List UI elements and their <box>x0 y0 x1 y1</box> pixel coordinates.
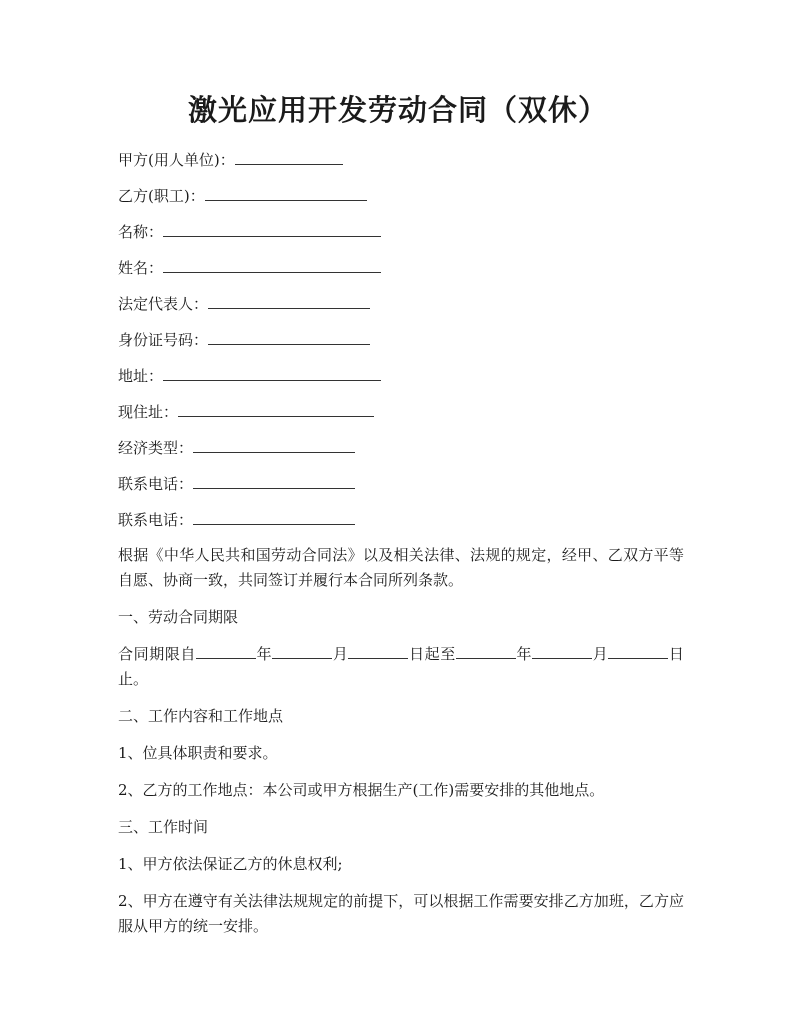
phone-label-1: 联系电话： <box>118 475 194 493</box>
legal-rep-line <box>118 291 684 327</box>
address-label: 地址： <box>118 367 164 385</box>
id-number-label: 身份证号码： <box>118 331 209 349</box>
section3-heading: 三、工作时间 <box>118 818 209 836</box>
term-end-label: 日止。 <box>118 645 684 688</box>
current-address-label: 现住址： <box>118 403 179 421</box>
address-blank <box>163 365 381 381</box>
term-start-day-blank <box>348 643 408 659</box>
phone-label-2: 联系电话： <box>118 511 194 529</box>
legal-rep-label: 法定代表人： <box>118 295 209 313</box>
phone-line-2 <box>118 507 684 543</box>
company-name-label: 名称： <box>118 223 164 241</box>
section3-item1: 1、甲方依法保证乙方的休息权利; <box>118 855 343 873</box>
section2-item1: 1、位具体职责和要求。 <box>118 744 278 762</box>
document-title: 激光应用开发劳动合同（双休） <box>187 93 608 127</box>
company-name-blank <box>163 221 381 237</box>
term-year2-label: 年 <box>515 645 533 663</box>
id-number-line <box>118 327 684 363</box>
person-name-blank <box>163 257 381 273</box>
intro-paragraph: 根据《中华人民共和国劳动合同法》以及相关法律、法规的规定，经甲、乙双方平等自愿、协商一致，共同签订并履行本合同所列条款。 <box>118 546 684 589</box>
legal-rep-blank <box>208 293 370 309</box>
term-from-label: 日起至 <box>408 645 456 663</box>
party-b-line <box>118 183 684 219</box>
address-line <box>118 363 684 399</box>
economic-type-blank <box>193 437 355 453</box>
current-address-blank <box>178 401 374 417</box>
phone-blank-2 <box>193 509 355 525</box>
economic-type-line <box>118 435 684 471</box>
section3-item2: 2、甲方在遵守有关法律法规规定的前提下，可以根据工作需要安排乙方加班，乙方应服从甲方的统一安排。 <box>118 892 684 935</box>
party-b-label: 乙方(职工)： <box>118 187 205 205</box>
term-year-label: 年 <box>256 645 273 663</box>
party-a-label: 甲方(用人单位)： <box>118 151 235 169</box>
section2-item2: 2、乙方的工作地点：本公司或甲方根据生产(工作)需要安排的其他地点。 <box>118 781 605 799</box>
economic-type-label: 经济类型： <box>118 439 194 457</box>
contract-term-paragraph <box>118 642 684 692</box>
term-month2-label: 月 <box>592 645 609 663</box>
term-end-day-blank <box>608 643 668 659</box>
phone-line-1 <box>118 471 684 507</box>
section1-heading: 一、劳动合同期限 <box>118 608 239 626</box>
term-end-year-blank <box>456 643 516 659</box>
term-start-month-blank <box>272 643 332 659</box>
id-number-blank <box>208 329 370 345</box>
person-name-label: 姓名： <box>118 259 164 277</box>
party-b-blank <box>205 185 367 201</box>
company-name-line <box>118 219 684 255</box>
party-a-blank <box>235 149 343 165</box>
party-a-line <box>118 147 684 183</box>
term-month-label: 月 <box>332 645 349 663</box>
phone-blank-1 <box>193 473 355 489</box>
section2-heading: 二、工作内容和工作地点 <box>118 707 284 725</box>
term-start-year-blank <box>196 643 256 659</box>
term-prefix: 合同期限自 <box>118 645 197 663</box>
document-body <box>118 147 684 951</box>
person-name-line <box>118 255 684 291</box>
term-end-month-blank <box>532 643 592 659</box>
current-address-line <box>118 399 684 435</box>
